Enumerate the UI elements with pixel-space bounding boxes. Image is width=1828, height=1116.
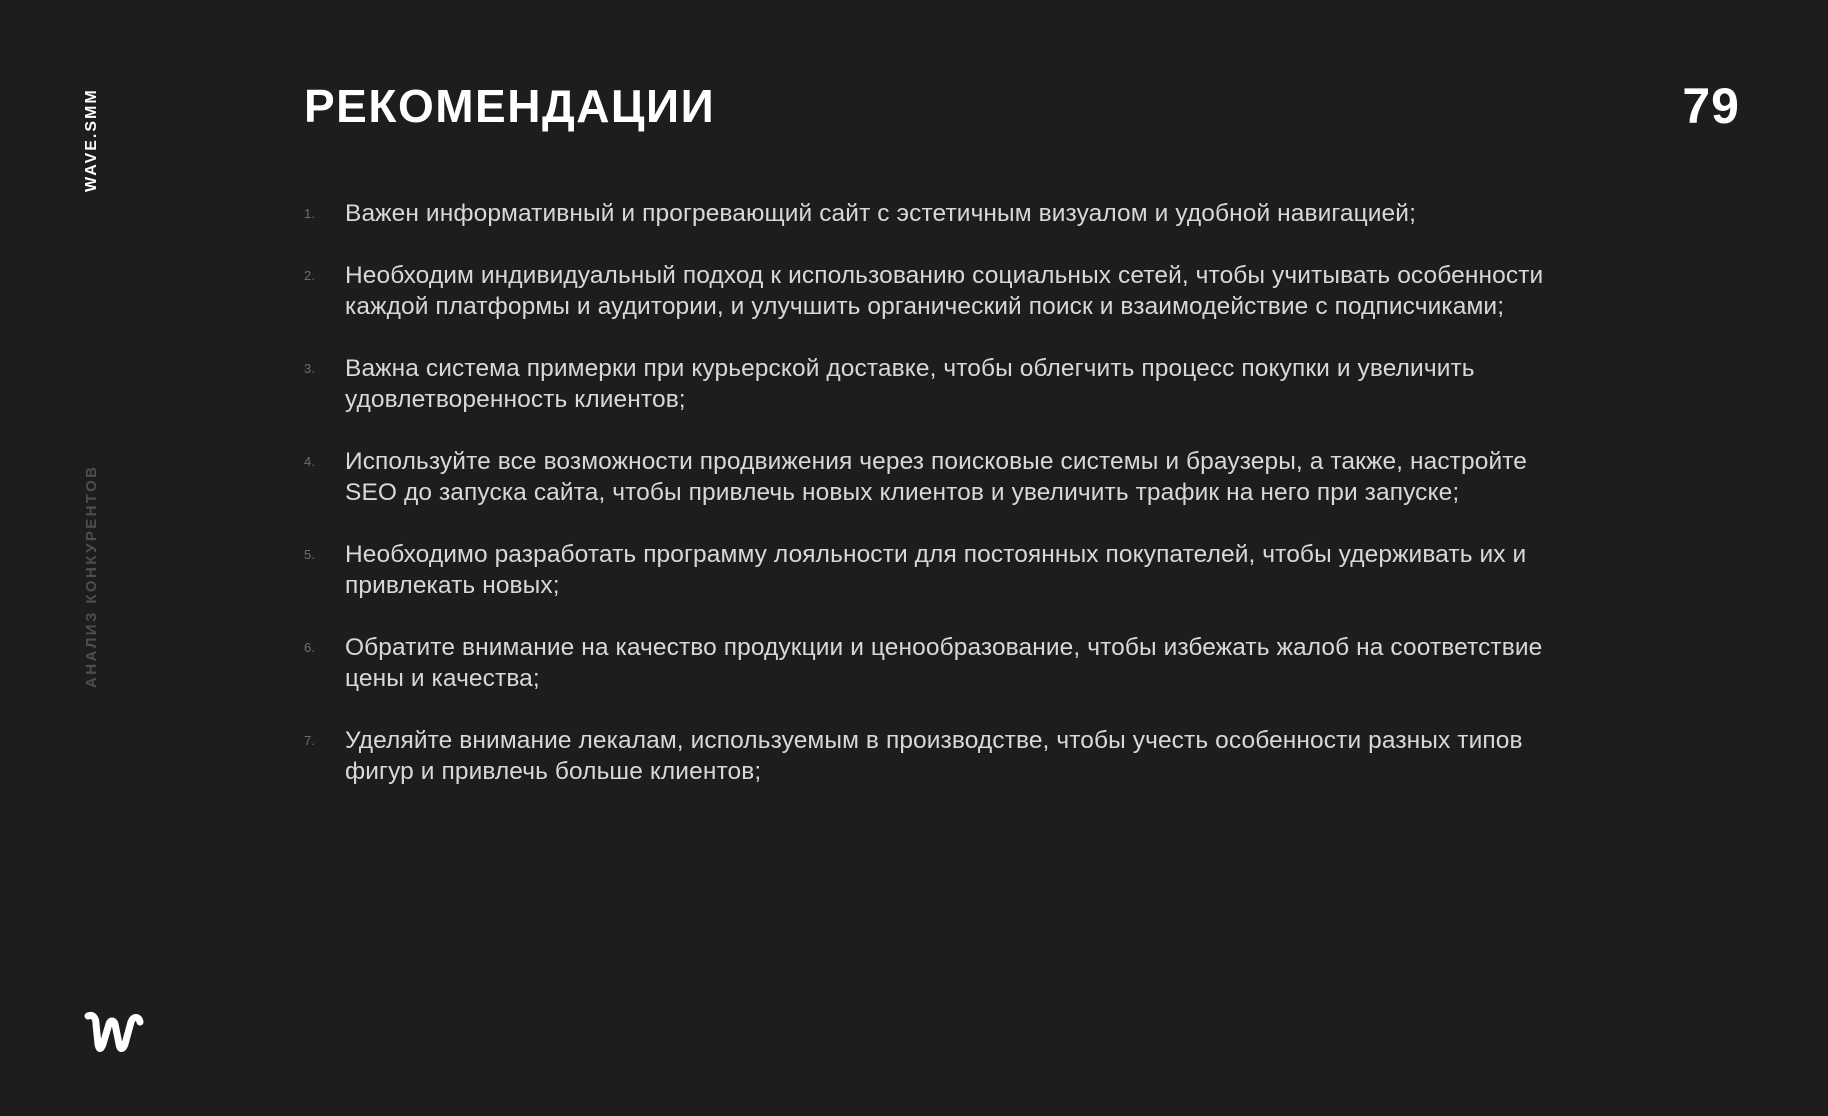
list-item-number: 1. bbox=[304, 206, 315, 221]
list-item-text: Используйте все возможности продвижения через поисковые системы и браузеры, а также, настройте SEO до запуска сайта, чтобы привлечь новых клиентов и увеличить трафик на него при запуске; bbox=[345, 448, 1528, 506]
page-title: РЕКОМЕНДАЦИИ bbox=[304, 80, 716, 132]
list-item-text: Уделяйте внимание лекалам, используемым в производстве, чтобы учесть особенности разных типов фигур и привлечь больше клиентов; bbox=[345, 727, 1523, 785]
list-item-text: Обратите внимание на качество продукции и ценообразование, чтобы избежать жалоб на соответствие цены и качества; bbox=[345, 634, 1543, 692]
sidebar-brand: WAVE.SMM bbox=[83, 88, 100, 192]
list-item bbox=[304, 260, 1544, 322]
list-item-number: 6. bbox=[304, 640, 315, 655]
list-item bbox=[304, 725, 1544, 787]
list-item-number: 4. bbox=[304, 454, 315, 469]
list-item bbox=[304, 539, 1544, 601]
list-item-number: 5. bbox=[304, 547, 315, 562]
list-item-number: 2. bbox=[304, 268, 315, 283]
list-item-text: Необходим индивидуальный подход к использованию социальных сетей, чтобы учитывать особенности каждой платформы и аудитории, и улучшить органический поиск и взаимодействие с подписчиками; bbox=[345, 262, 1544, 320]
list-item-text: Важна система примерки при курьерской доставке, чтобы облегчить процесс покупки и увеличить удовлетворенность клиентов; bbox=[345, 355, 1475, 413]
sidebar-section-label: АНАЛИЗ КОНКУРЕНТОВ bbox=[83, 464, 100, 688]
list-item bbox=[304, 632, 1544, 694]
page-number: 79 bbox=[1682, 78, 1740, 134]
list-item-number: 7. bbox=[304, 733, 315, 748]
list-item-text: Необходимо разработать программу лояльности для постоянных покупателей, чтобы удерживать их и привлекать новых; bbox=[345, 541, 1527, 599]
list-item-number: 3. bbox=[304, 361, 315, 376]
list-item bbox=[304, 198, 1544, 229]
list-item-text: Важен информативный и прогревающий сайт с эстетичным визуалом и удобной навигацией; bbox=[345, 200, 1416, 227]
recommendations-list bbox=[304, 198, 1544, 818]
wave-logo-icon bbox=[84, 1010, 144, 1058]
list-item bbox=[304, 353, 1544, 415]
list-item bbox=[304, 446, 1544, 508]
